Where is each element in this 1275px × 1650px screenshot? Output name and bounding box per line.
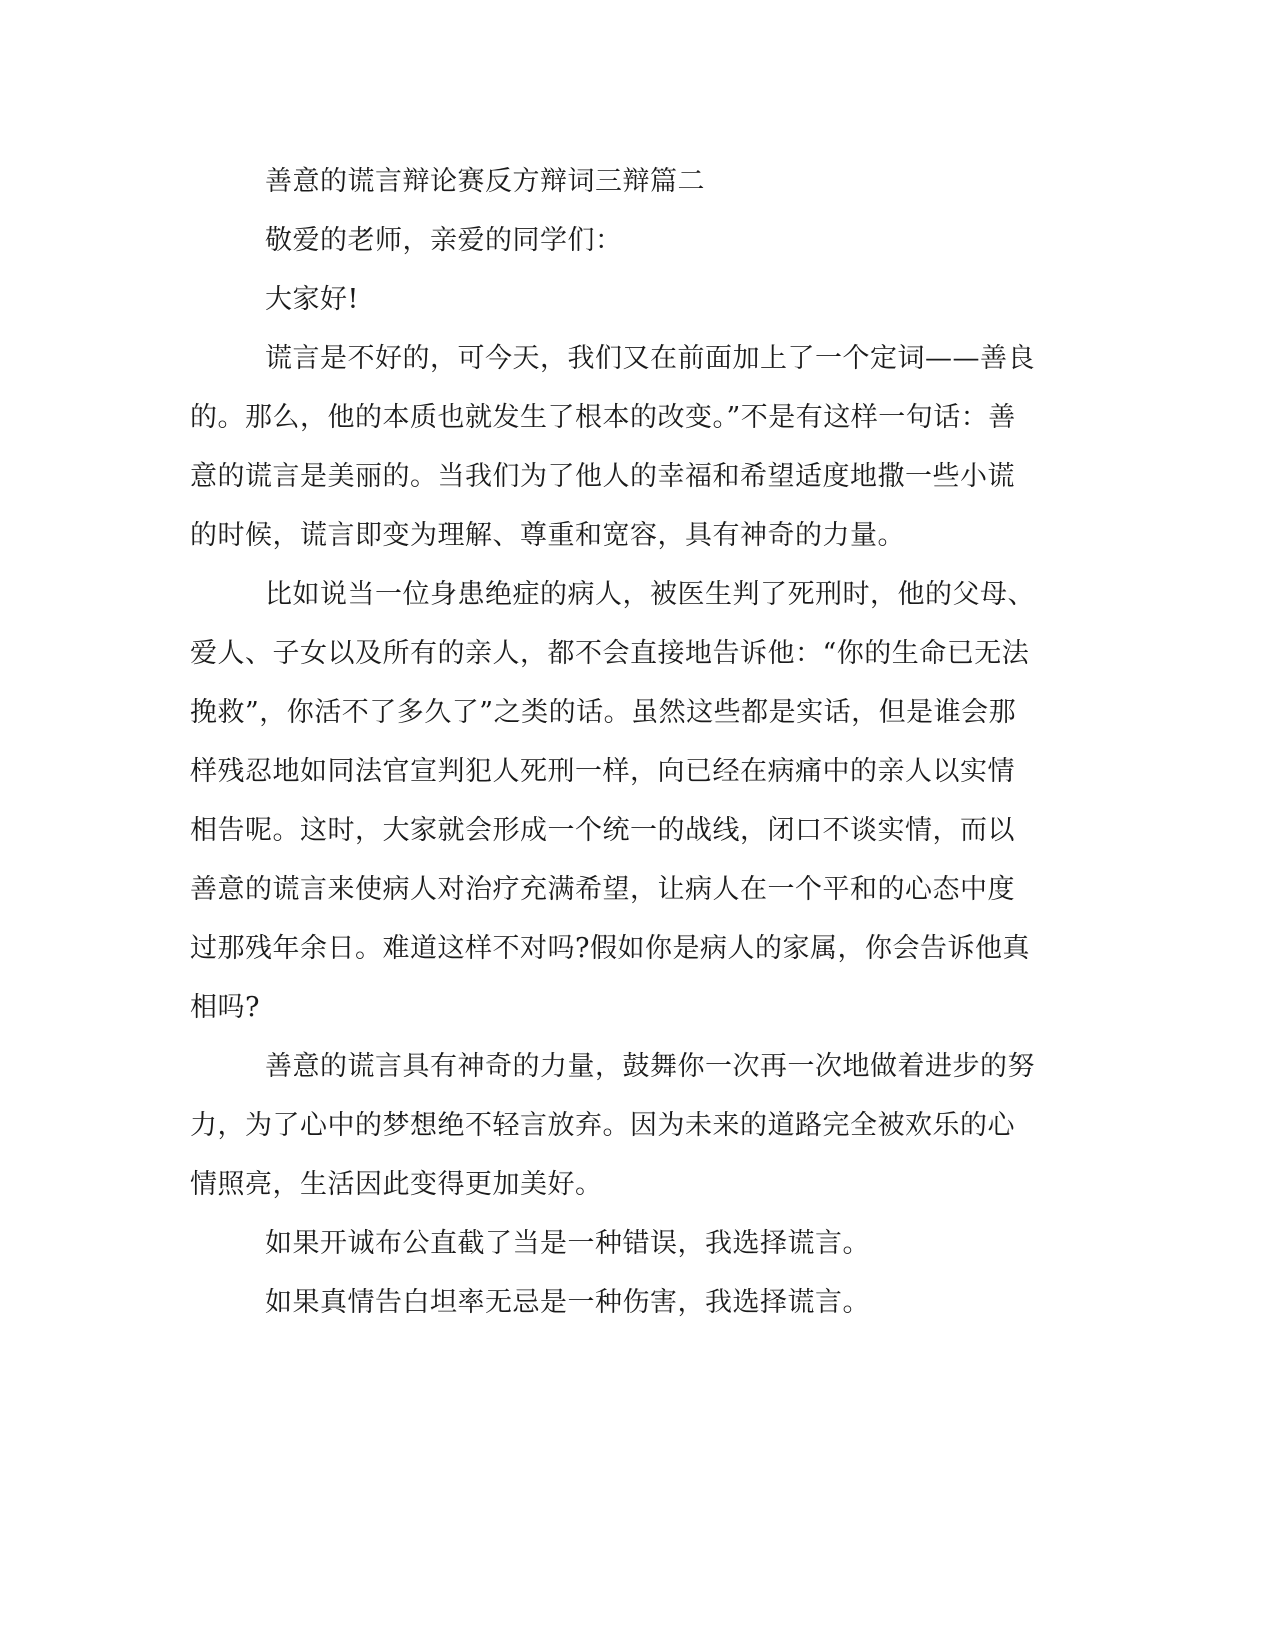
text-line: 如果开诚布公直截了当是一种错误，我选择谎言。 — [265, 1228, 870, 1259]
salutation: 敬爱的老师，亲爱的同学们： — [265, 225, 623, 256]
text-line: 力，为了心中的梦想绝不轻言放弃。因为未来的道路完全被欢乐的心 — [190, 1110, 1015, 1141]
text-line: 相吗? — [190, 992, 260, 1023]
text-line: 善意的谎言具有神奇的力量，鼓舞你一次再一次地做着进步的努 — [265, 1051, 1035, 1082]
text-line: 善意的谎言来使病人对治疗充满希望，让病人在一个平和的心态中度 — [190, 874, 1015, 905]
text-line: 意的谎言是美丽的。当我们为了他人的幸福和希望适度地撒一些小谎 — [190, 461, 1015, 492]
text-line: 样残忍地如同法官宣判犯人死刑一样，向已经在病痛中的亲人以实情 — [190, 756, 1015, 787]
text-line: 谎言是不好的，可今天，我们又在前面加上了一个定词——善良 — [265, 343, 1035, 374]
text-line: 如果真情告白坦率无忌是一种伤害，我选择谎言。 — [265, 1287, 870, 1318]
text-line: 比如说当一位身患绝症的病人，被医生判了死刑时，他的父母、 — [265, 579, 1035, 610]
text-line: 的。那么，他的本质也就发生了根本的改变。”不是有这样一句话：善 — [190, 402, 1016, 433]
greeting: 大家好! — [265, 284, 359, 315]
text-line: 的时候，谎言即变为理解、尊重和宽容，具有神奇的力量。 — [190, 520, 905, 551]
text-line: 挽救”，你活不了多久了”之类的话。虽然这些都是实话，但是谁会那 — [190, 697, 1017, 728]
text-line: 过那残年余日。难道这样不对吗?假如你是病人的家属，你会告诉他真 — [190, 933, 1030, 964]
text-line: 情照亮，生活因此变得更加美好。 — [190, 1169, 603, 1200]
document-title: 善意的谎言辩论赛反方辩词三辩篇二 — [265, 166, 705, 197]
text-line: 相告呢。这时，大家就会形成一个统一的战线，闭口不谈实情，而以 — [190, 815, 1015, 846]
text-line: 爱人、子女以及所有的亲人，都不会直接地告诉他：“你的生命已无法 — [190, 638, 1030, 669]
